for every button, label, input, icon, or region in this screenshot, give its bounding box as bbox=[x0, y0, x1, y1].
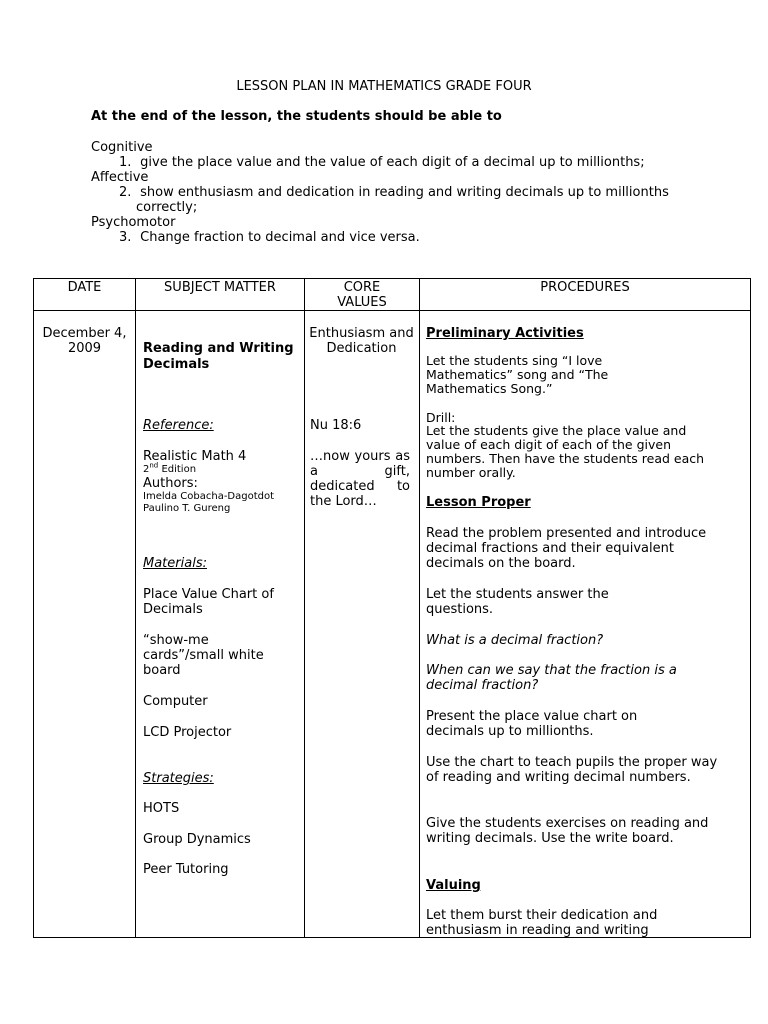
document-title: LESSON PLAN IN MATHEMATICS GRADE FOUR bbox=[236, 79, 532, 94]
header-subject-matter: SUBJECT MATTER bbox=[136, 279, 305, 311]
procedure-paragraph: Present the place value chart on decimals up to millionths. bbox=[426, 709, 638, 739]
author-1: Imelda Cobacha-Dagotdot bbox=[143, 491, 275, 502]
core-values-cell bbox=[305, 311, 420, 938]
objective-number: 2. bbox=[119, 185, 132, 200]
bible-verse: Nu 18:6 bbox=[310, 418, 362, 433]
objective-category-affective: Affective bbox=[91, 170, 149, 185]
objectives-intro: At the end of the lesson, the students should be able to bbox=[91, 109, 502, 124]
authors-label: Authors: bbox=[143, 476, 198, 491]
procedure-paragraph: Let the students answer the questions. bbox=[426, 587, 609, 617]
objective-number: 3. bbox=[119, 230, 132, 245]
objective-text: Change fraction to decimal and vice versa. bbox=[140, 230, 420, 245]
objective-text: give the place value and the value of each digit of a decimal up to millionths; bbox=[140, 155, 645, 170]
procedure-question: What is a decimal fraction? bbox=[426, 633, 604, 648]
material-item: Computer bbox=[143, 694, 208, 709]
table-row bbox=[34, 311, 751, 938]
material-item: Place Value Chart of Decimals bbox=[143, 587, 274, 617]
reference-book: Realistic Math 4 bbox=[143, 449, 247, 464]
valuing-text: Let them burst their dedication and enthusiasm in reading and writing bbox=[426, 908, 658, 937]
core-values-text: Enthusiasm and Dedication bbox=[309, 326, 414, 356]
objectives-list bbox=[91, 140, 691, 245]
objective-category-psychomotor: Psychomotor bbox=[91, 215, 176, 230]
objective-item-3 bbox=[91, 230, 691, 245]
drill-text: Let the students give the place value and value of each digit of each of the given numbers. Then have the students read each number orally. bbox=[426, 423, 705, 480]
objective-category-cognitive: Cognitive bbox=[91, 140, 153, 155]
strategy-item: Group Dynamics bbox=[143, 832, 251, 847]
subject-matter-cell bbox=[136, 311, 305, 938]
procedures-cell bbox=[420, 311, 751, 938]
reference-label: Reference: bbox=[143, 418, 214, 433]
objective-text: show enthusiasm and dedication in reading and writing decimals up to millionths correctly; bbox=[136, 185, 669, 215]
author-2: Paulino T. Gureng bbox=[143, 503, 231, 514]
procedure-paragraph: Read the problem presented and introduce decimal fractions and their equivalent decimals on the board. bbox=[426, 526, 707, 571]
valuing-heading: Valuing bbox=[426, 878, 481, 893]
procedure-question: When can we say that the fraction is a decimal fraction? bbox=[426, 663, 677, 693]
header-core-values: CORE VALUES bbox=[305, 279, 420, 311]
procedure-paragraph: Use the chart to teach pupils the proper way of reading and writing decimal numbers. bbox=[426, 755, 718, 785]
objective-item-1 bbox=[91, 155, 691, 170]
drill-label: Drill: bbox=[426, 410, 456, 425]
preliminary-text: Let the students sing “I love Mathematics” song and “The Mathematics Song.” bbox=[426, 353, 609, 396]
preliminary-activities-heading: Preliminary Activities bbox=[426, 326, 584, 341]
date-cell bbox=[34, 311, 136, 938]
header-procedures: PROCEDURES bbox=[420, 279, 751, 311]
materials-label: Materials: bbox=[143, 556, 207, 571]
strategies-label: Strategies: bbox=[143, 771, 214, 786]
objective-item-2 bbox=[91, 185, 691, 215]
material-item: LCD Projector bbox=[143, 725, 232, 740]
reference-edition: 2nd Edition bbox=[143, 461, 197, 475]
header-date: DATE bbox=[34, 279, 136, 311]
table-header-row bbox=[34, 279, 751, 311]
lesson-date: December 4, 2009 bbox=[42, 326, 127, 356]
verse-quote: …now yours as a gift, dedicated to the Lord… bbox=[310, 449, 410, 509]
material-item: “show-me cards”/small white board bbox=[143, 633, 264, 678]
strategy-item: Peer Tutoring bbox=[143, 862, 229, 877]
lesson-plan-table bbox=[33, 278, 751, 938]
strategy-item: HOTS bbox=[143, 801, 180, 816]
objective-number: 1. bbox=[119, 155, 132, 170]
lesson-topic: Reading and Writing Decimals bbox=[143, 341, 294, 372]
procedure-paragraph: Give the students exercises on reading and writing decimals. Use the write board. bbox=[426, 816, 709, 846]
lesson-proper-heading: Lesson Proper bbox=[426, 495, 531, 510]
